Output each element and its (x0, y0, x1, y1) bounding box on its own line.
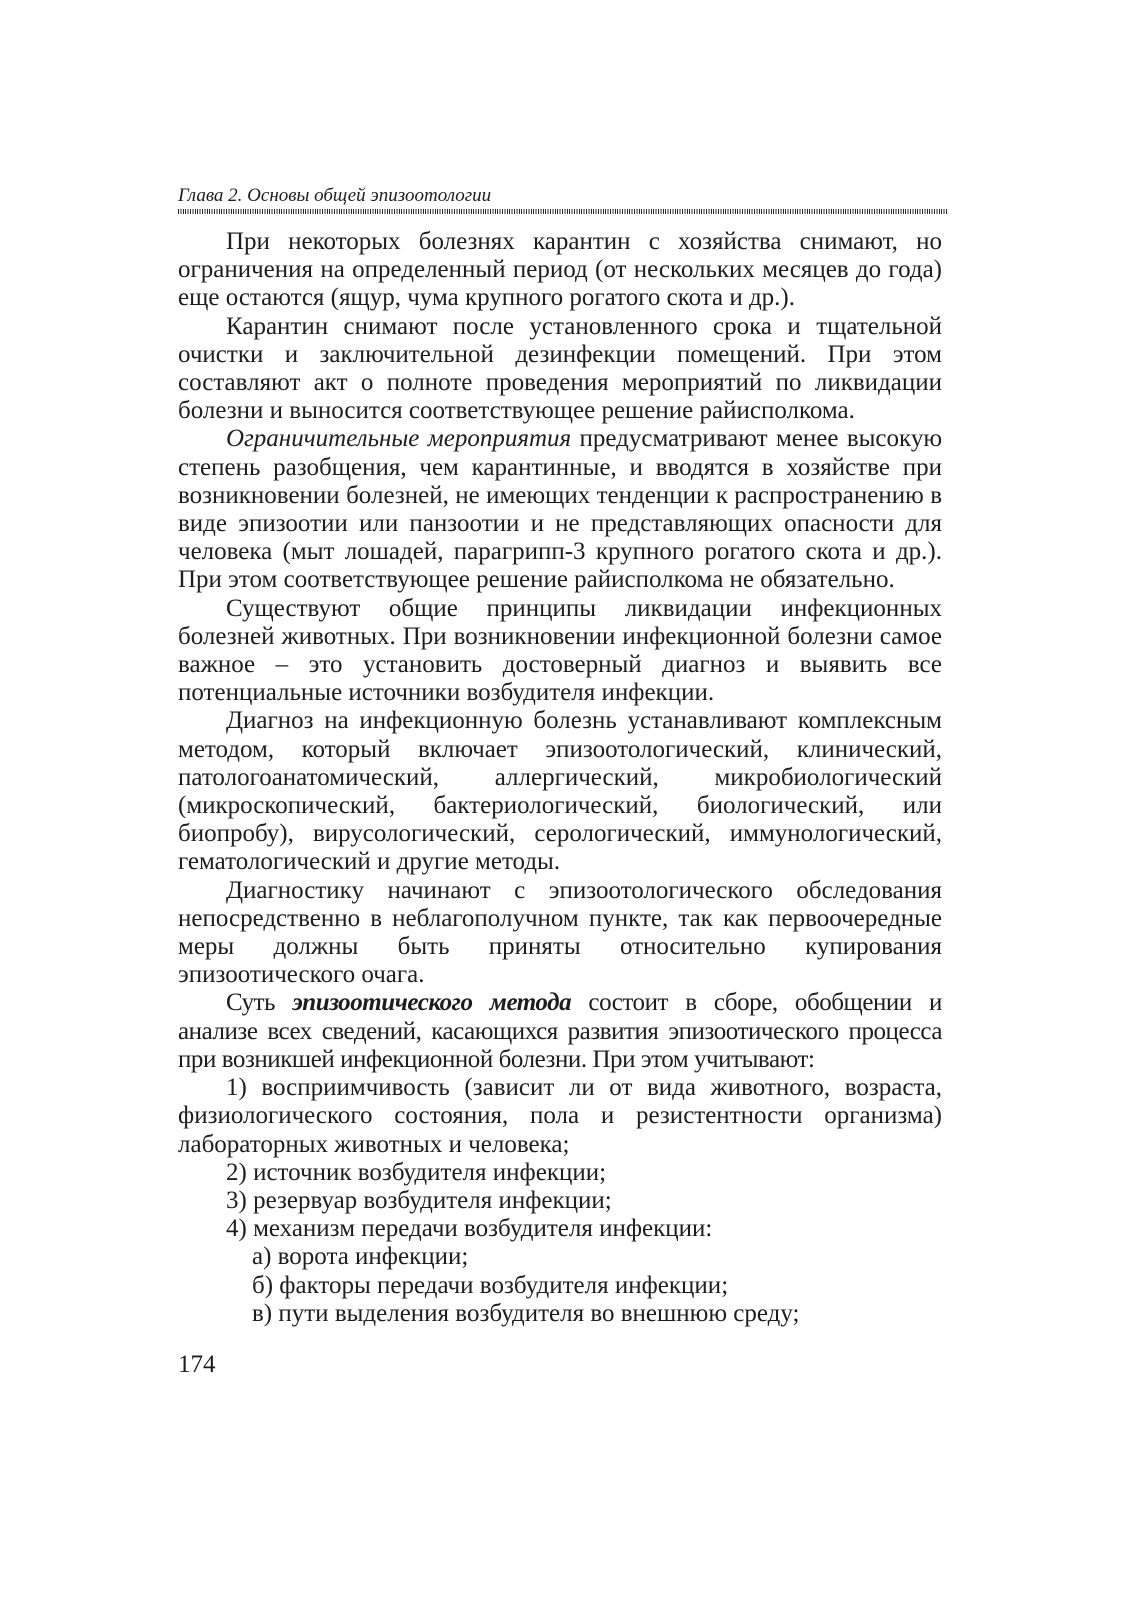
list-subitem-c: в) пути выделения возбудителя во внешнюю среду; (252, 1299, 800, 1327)
term-epizootic-method: эпизоотического метода (292, 989, 572, 1017)
body-text (178, 228, 942, 1328)
list-item-4: 4) механизм передачи возбудителя инфекции: (226, 1215, 713, 1243)
list-item-2: 2) источник возбудителя инфекции; (226, 1158, 607, 1186)
list-item-1: 1) восприимчивость (зависит ли от вида животного, возраста, физиологического состояния, пола и резистентности организма) лабораторных животных и человека; (178, 1074, 942, 1158)
running-head: Глава 2. Основы общей эпизоотологии (178, 185, 492, 206)
paragraph-2: Карантин снимают после установленного срока и тщательной очистки и заключительной дезинфекции помещений. При этом составляют акт о полноте проведения мероприятий по ликвидации болезни и выносится соответствующее решение райисполкома. (178, 312, 942, 425)
page-number: 174 (178, 1351, 216, 1378)
paragraph-1: При некоторых болезнях карантин с хозяйства снимают, но ограничения на определенный период (от нескольких месяцев до года) еще остаются (ящур, чума крупного рогатого скота и др.). (178, 228, 942, 312)
paragraph-6: Диагностику начинают с эпизоотологического обследования непосредственно в неблагополучном пункте, так как первоочередные меры должны быть приняты относительно купирования эпизоотического очага. (178, 876, 942, 989)
list-subitem-b: б) факторы передачи возбудителя инфекции; (252, 1271, 729, 1299)
list-item-3: 3) резервуар возбудителя инфекции; (226, 1186, 612, 1214)
paragraph-4: Существуют общие принципы ликвидации инфекционных болезней животных. При возникновении инфекционной болезни самое важное – это установить достоверный диагноз и выявить все потенциальные источники возбудителя инфекции. (178, 594, 942, 707)
term-restrictive-measures: Ограничительные мероприятия (226, 425, 572, 453)
paragraph-7-text: состоит в сборе, обобщении и анализе всех сведений, касающихся развития эпизоотического процесса при возникшей инфекционной болезни. При этом учитывают: (178, 989, 942, 1073)
paragraph-7-lead: Суть (226, 989, 293, 1017)
paragraph-5: Диагноз на инфекционную болезнь устанавливают комплексным методом, который включает эпизоотологический, клинический, патологоанатомический, аллергический, микробиологический (микроскопический, бактериологический, биологический, или биопробу), вирусологический, серологический, иммунологический, гематологический и другие методы. (178, 707, 942, 876)
page-header (178, 185, 948, 214)
header-rule (178, 209, 948, 214)
paragraph-7 (178, 989, 942, 1074)
paragraph-3-text: предусматривают менее высокую степень разобщения, чем карантинные, и вводятся в хозяйстве при возникновении болезней, не имеющих тенденции к распространению в виде эпизоотии или панзоотии и не представляющих опасности для человека (мыт лошадей, парагрипп-3 крупного рогатого скота и др.). При этом соответствующее решение райисполкома не обязательно. (178, 425, 942, 594)
list-subitem-a: а) ворота инфекции; (252, 1243, 469, 1271)
paragraph-3 (178, 425, 942, 594)
